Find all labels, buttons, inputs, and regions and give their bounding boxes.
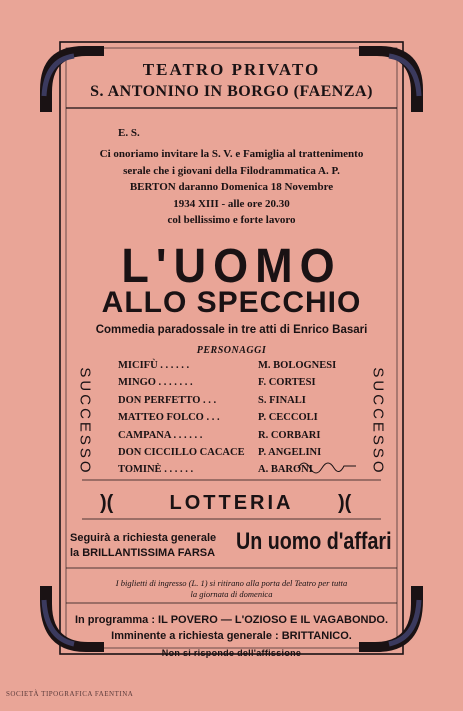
character-name: DON CICCILLO CACACE [118,446,245,458]
character-name: MATTEO FOLCO . . . [118,412,220,424]
theatre-name: TEATRO PRIVATO [142,60,321,79]
success-label-left: SUCCESSO [76,367,94,476]
ticket-notice [0,578,463,600]
cast-row [118,464,378,481]
actor-name: A. BARONI [258,464,313,476]
theatre-location: S. ANTONINO IN BORGO (FAENZA) [90,83,373,100]
farce-title: Un uomo d'affari [236,528,392,555]
invitation-salutation: E. S. [118,127,140,139]
play-title-line-1: L'UOMO [121,237,342,293]
actor-name: P. ANGELINI [258,446,322,458]
cast-row [118,430,378,447]
cast-list [118,360,378,482]
cast-row [118,447,378,464]
actor-name: S. FINALI [258,394,306,406]
character-name: TOMINÈ . . . . . . [118,464,194,476]
lottery-ornament-left: )( [100,492,114,514]
cast-row [118,412,378,429]
ticket-notice-line: I biglietti di ingresso (L. 1) si ritirano alla porta del Teatro per tutta [115,578,348,588]
character-name: MINGO . . . . . . . [118,377,193,389]
actor-name: M. BOLOGNESI [258,360,337,371]
farce-intro [70,531,216,561]
lottery-label: LOTTERIA [169,492,294,514]
cast-row [118,360,378,377]
cast-row [118,395,378,412]
farce-intro-line: Seguirà a richiesta generale [70,532,217,544]
invitation-line: Ci onoriamo invitare la S. V. e Famiglia al trattenimento [99,148,364,160]
invitation-line: serale che i giovani della Filodrammatica A. P. [123,164,340,177]
success-label-right: SUCCESSO [369,367,387,476]
play-subtitle: Commedia paradossale in tre atti di Enrico Basari [95,324,368,336]
programme-line: In programma : IL POVERO — L'OZIOSO E IL VAGABONDO. [74,614,389,626]
actor-name: R. CORBARI [258,429,321,441]
actor-name: F. CORTESI [258,377,316,389]
character-name: MICIFÙ . . . . . . [118,360,190,371]
ticket-notice-line: la giornata di domenica [190,589,273,599]
character-name: DON PERFETTO . . . [118,394,217,406]
invitation-text [0,146,463,229]
printer-credit: SOCIETÀ TIPOGRAFICA FAENTINA [6,690,134,698]
invitation-line: 1934 XIII - alle ore 20.30 [173,197,290,210]
upcoming-line: Imminente a richiesta generale : BRITTANICO. [111,630,352,642]
invitation-line: col bellissimo e forte lavoro [167,214,296,226]
play-title-line-2: ALLO SPECCHIO [101,286,362,319]
cast-row [118,377,378,394]
invitation-line: BERTON daranno Domenica 18 Novembre [129,181,334,193]
character-name: CAMPANA . . . . . . [118,429,203,441]
cast-heading: PERSONAGGI [196,345,267,356]
disclaimer: Non si risponde dell'affissione [161,648,302,658]
actor-name: P. CECCOLI [258,412,318,424]
lottery-ornament-right: )( [338,492,352,514]
farce-intro-line: la BRILLANTISSIMA FARSA [70,547,216,559]
